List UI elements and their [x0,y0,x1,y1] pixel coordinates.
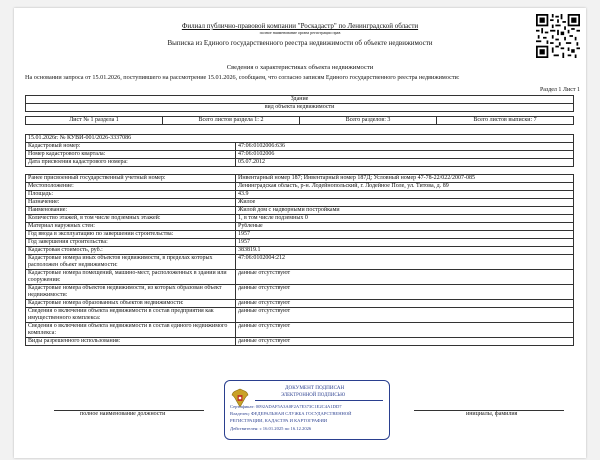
org-sublabel: полное наименование органа регистрации прав [259,30,341,35]
signature-cert: Сертификат: 0092ADAF5A3A0F2A7E373C1E2C4A1DD7 [230,404,342,409]
row-value: 47:06:0102006 [236,151,574,159]
signature-title: ДОКУМЕНТ ПОДПИСАН [285,385,345,391]
document-title: Выписка из Единого государственного реестра недвижимости об объекте недвижимости [167,39,433,47]
row-value: 1, в том числе подземных 0 [236,215,574,223]
row-value: Жилой дом с надворными постройками [236,207,574,215]
doc-number: 15.01.2026г. № КУВИ-001/2026-3337086 [26,135,574,143]
characteristics-table [25,174,574,346]
row-key: Дата присвоения кадастрового номера: [26,159,236,167]
row-key: Сведения о включении объекта недвижимости в состав единого недвижимого комплекса: [26,323,236,338]
row-value: данные отсутствуют [236,270,574,285]
table-row [26,323,574,338]
row-value: данные отсутствуют [236,338,574,346]
signature-divider [255,400,383,401]
object-type-table [25,95,574,125]
row-value: Жилое [236,199,574,207]
table-row [26,308,574,323]
table-row [26,215,574,223]
qr-code-icon [536,14,580,58]
section-label: Раздел 1 Лист 1 [539,87,580,93]
table-row [26,159,574,167]
table-row [26,231,574,239]
total-sheets-section: Всего листов раздела 1: 2 [163,117,300,125]
table-row [26,183,574,191]
electronic-signature-stamp [224,380,390,440]
object-type-label: вид объекта недвижимости [26,104,574,112]
row-key: Номер кадастрового квартала: [26,151,236,159]
signature-owner: Владелец: ФЕДЕРАЛЬНАЯ СЛУЖБА ГОСУДАРСТВЕННОЙ [230,411,352,416]
row-key: Ранее присвоенный государственный учетный номер: [26,175,236,183]
row-key: Наименование: [26,207,236,215]
row-value: 383819.1 [236,247,574,255]
total-sections: Всего разделов: 3 [300,117,437,125]
row-value: данные отсутствуют [236,323,574,338]
table-row [26,285,574,300]
row-value: Ленинградская область, р-н. Лодейнопольский, г. Лодейное Поле, ул. Титова, д. 89 [236,183,574,191]
table-row [26,143,574,151]
signature-owner-2: РЕГИСТРАЦИИ, КАДАСТРА И КАРТОГРАФИИ [230,418,328,423]
row-key: Кадастровая стоимость, руб.: [26,247,236,255]
row-value: Рубленые [236,223,574,231]
table-row [26,175,574,183]
row-key: Кадастровые номера иных объектов недвижимости, в пределах которых расположен объект недвижимости: [26,255,236,270]
document-page [14,8,586,458]
row-value: 1957 [236,231,574,239]
signature-valid: Действителен: с 16.01.2025 по 16.12.2026 [230,426,312,431]
row-value: данные отсутствуют [236,285,574,300]
table-row [26,239,574,247]
table-row [26,207,574,215]
table-row [26,255,574,270]
signature-subtitle: ЭЛЕКТРОННОЙ ПОДПИСЬЮ [281,393,346,398]
row-value: 47:06:0102006:636 [236,143,574,151]
identification-table [25,134,574,167]
row-value: данные отсутствуют [236,308,574,323]
table-row [26,247,574,255]
row-value: Инвентарный номер 187; Инвентарный номер 187Д; Условный номер 47-78-22/022/2007-085 [236,175,574,183]
row-key: Кадастровые номера образованных объектов недвижимости: [26,300,236,308]
table-row [26,151,574,159]
table-row [26,338,574,346]
sheet-label: Лист № 1 раздела 1 [26,117,163,125]
position-label: полное наименование должности [80,411,166,417]
row-value: 05.07.2012 [236,159,574,167]
request-intro: На основании запроса от 15.01.2026, поступившего на рассмотрение 15.01.2026, сообщаем, что согласно записям Единого государственного реестра недвижимости: [25,74,460,81]
row-key: Площадь: [26,191,236,199]
document-subtitle: Сведения о характеристиках объекта недвижимости [226,64,374,71]
row-key: Год завершения строительства: [26,239,236,247]
org-name: Филиал публично-правовой компании "Роскадастр" по Ленинградской области [181,22,419,30]
row-key: Назначение: [26,199,236,207]
row-key: Кадастровые номера помещений, машино-мест, расположенных в здании или сооружении: [26,270,236,285]
name-label: инициалы, фамилия [466,411,518,417]
row-key: Год ввода в эксплуатацию по завершении строительства: [26,231,236,239]
row-value: 1957 [236,239,574,247]
total-sheets: Всего листов выписки: 7 [437,117,574,125]
table-row [26,199,574,207]
row-key: Виды разрешенного использования: [26,338,236,346]
row-value: 43.9 [236,191,574,199]
table-row [26,300,574,308]
row-value: 47:06:0102004:212 [236,255,574,270]
table-row [26,223,574,231]
row-key: Количество этажей, в том числе подземных этажей: [26,215,236,223]
row-key: Сведения о включении объекта недвижимости в состав предприятия как имущественного комплекса: [26,308,236,323]
row-key: Местоположение: [26,183,236,191]
row-key: Кадастровые номера объектов недвижимости, из которых образован объект недвижимости: [26,285,236,300]
row-key: Кадастровый номер: [26,143,236,151]
table-row [26,191,574,199]
object-type: Здание [26,96,574,104]
table-row [26,270,574,285]
row-key: Материал наружных стен: [26,223,236,231]
row-value: данные отсутствуют [236,300,574,308]
